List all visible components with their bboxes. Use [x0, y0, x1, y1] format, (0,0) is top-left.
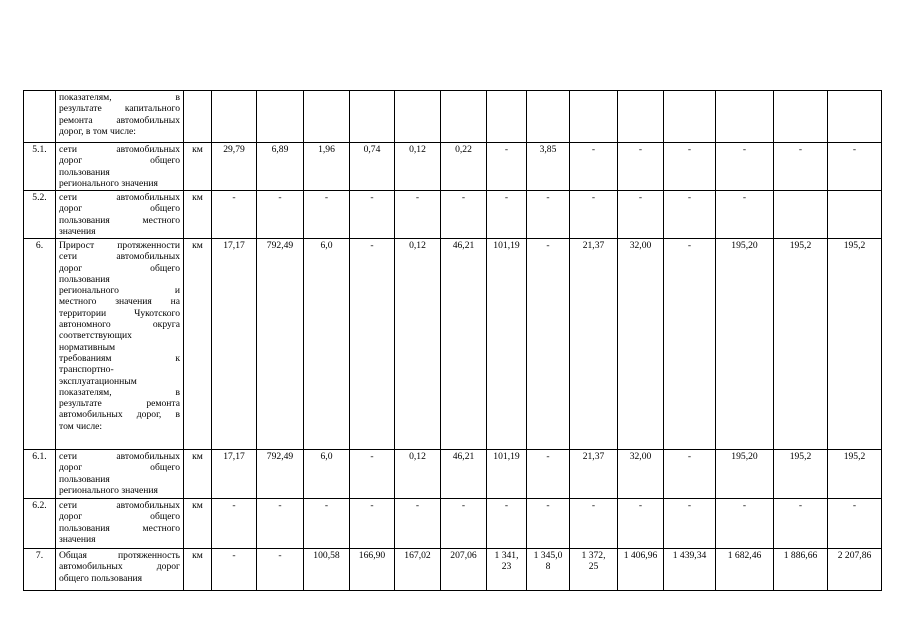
value-cell — [304, 91, 350, 143]
value-cell: 1 886,66 — [774, 549, 828, 591]
row-indicator-name — [56, 549, 184, 591]
indicator-name-line: том числе: — [59, 420, 103, 432]
indicator-name-line: ремонта автомобильных — [59, 114, 180, 126]
indicator-name-line: дорог общего — [59, 511, 180, 523]
indicator-name-line: нормативным — [59, 341, 116, 353]
indicator-name-line: дорог, в том числе: — [59, 125, 136, 137]
value-cell — [828, 91, 882, 143]
row-unit — [184, 91, 212, 143]
value-cell: - — [395, 499, 441, 549]
row-number: 5.1. — [24, 143, 56, 191]
value-cell: 2 207,86 — [828, 549, 882, 591]
row-unit: км — [184, 191, 212, 239]
table-row — [24, 191, 882, 239]
indicator-name-line: показателям, в — [59, 386, 180, 398]
value-cell: - — [212, 549, 257, 591]
indicator-name-line: сети автомобильных — [59, 500, 180, 511]
value-cell: 100,58 — [304, 549, 350, 591]
row-indicator-name — [56, 91, 184, 143]
indicator-name-line: автомобильных дорог — [59, 561, 180, 573]
value-cell — [618, 91, 664, 143]
value-cell: 101,19 — [487, 239, 527, 450]
row-unit: км — [184, 450, 212, 499]
value-cell: - — [570, 191, 618, 239]
indicator-name-line: сети автомобильных — [59, 451, 180, 462]
indicator-name-line: сети автомобильных — [59, 192, 180, 203]
row-number: 6. — [24, 239, 56, 450]
value-cell: 0,12 — [395, 239, 441, 450]
value-cell: - — [774, 143, 828, 191]
value-cell: - — [716, 191, 774, 239]
row-number: 6.2. — [24, 499, 56, 549]
value-cell — [527, 91, 570, 143]
indicator-name-line: результате капитального — [59, 103, 180, 115]
value-cell: 195,2 — [828, 450, 882, 499]
indicator-name-line: регионального и — [59, 285, 180, 297]
value-cell: 6,0 — [304, 450, 350, 499]
value-cell: - — [350, 499, 395, 549]
value-cell: - — [664, 499, 716, 549]
value-cell: - — [527, 191, 570, 239]
value-cell: 166,90 — [350, 549, 395, 591]
value-cell: 3,85 — [527, 143, 570, 191]
value-cell: - — [304, 191, 350, 239]
value-cell: - — [212, 191, 257, 239]
value-cell: 17,17 — [212, 450, 257, 499]
indicator-name-line: регионального значения — [59, 177, 158, 189]
table-row — [24, 143, 882, 191]
value-cell: - — [664, 239, 716, 450]
value-cell: - — [664, 143, 716, 191]
value-cell — [570, 91, 618, 143]
row-number — [24, 91, 56, 143]
row-indicator-name — [56, 143, 184, 191]
value-cell: - — [441, 191, 487, 239]
value-cell: 32,00 — [618, 239, 664, 450]
indicator-name-line: автономного округа — [59, 319, 180, 331]
value-cell — [212, 91, 257, 143]
value-cell: 21,37 — [570, 239, 618, 450]
indicator-name-line: пользования — [59, 473, 110, 485]
indicator-name-line: пользования — [59, 166, 110, 178]
indicator-name-line: показателям, в — [59, 92, 180, 103]
row-unit: км — [184, 499, 212, 549]
value-cell: - — [716, 499, 774, 549]
value-cell: - — [570, 499, 618, 549]
value-cell: 1 439,34 — [664, 549, 716, 591]
value-cell — [350, 91, 395, 143]
indicator-name-line: общего пользования — [59, 572, 143, 584]
value-cell: - — [350, 450, 395, 499]
value-cell: - — [664, 191, 716, 239]
indicator-name-line: значения — [59, 225, 96, 237]
value-cell: - — [527, 450, 570, 499]
value-cell: - — [664, 450, 716, 499]
value-cell: - — [487, 143, 527, 191]
value-cell: - — [304, 499, 350, 549]
indicator-name-line: эксплуатационным — [59, 375, 137, 387]
value-cell: - — [395, 191, 441, 239]
indicator-name-line: дорог общего — [59, 262, 180, 274]
value-cell — [441, 91, 487, 143]
row-number: 5.2. — [24, 191, 56, 239]
indicator-name-line: соответствующих — [59, 330, 132, 342]
row-indicator-name — [56, 499, 184, 549]
table-row — [24, 499, 882, 549]
value-cell: - — [716, 143, 774, 191]
indicator-name-line: пользования местного — [59, 522, 180, 534]
table-row — [24, 239, 882, 450]
value-cell: 6,0 — [304, 239, 350, 450]
row-unit: км — [184, 549, 212, 591]
value-cell: 46,21 — [441, 239, 487, 450]
indicator-name-line: Прирост протяженности — [59, 240, 180, 251]
table-row — [24, 91, 882, 143]
value-cell: 195,2 — [774, 239, 828, 450]
indicator-name-line: дорог общего — [59, 155, 180, 167]
indicator-name-line: дорог общего — [59, 203, 180, 215]
value-cell — [395, 91, 441, 143]
value-cell: 1 341, 23 — [487, 549, 527, 591]
indicator-name-line: пользования местного — [59, 214, 180, 226]
value-cell: - — [618, 143, 664, 191]
value-cell: - — [828, 499, 882, 549]
value-cell: 195,2 — [828, 239, 882, 450]
value-cell: 195,2 — [774, 450, 828, 499]
value-cell: 0,74 — [350, 143, 395, 191]
value-cell: 0,12 — [395, 450, 441, 499]
value-cell: - — [257, 191, 304, 239]
value-cell: 1 345,0 8 — [527, 549, 570, 591]
indicator-name-line: требованиям к — [59, 352, 180, 364]
value-cell: - — [570, 143, 618, 191]
value-cell: 6,89 — [257, 143, 304, 191]
row-number: 6.1. — [24, 450, 56, 499]
row-indicator-name — [56, 239, 184, 450]
row-unit: км — [184, 143, 212, 191]
value-cell: 792,49 — [257, 239, 304, 450]
indicator-name-line: дорог общего — [59, 462, 180, 474]
row-number: 7. — [24, 549, 56, 591]
value-cell: 46,21 — [441, 450, 487, 499]
value-cell: 1 682,46 — [716, 549, 774, 591]
value-cell: - — [828, 143, 882, 191]
value-cell: 207,06 — [441, 549, 487, 591]
value-cell: 0,22 — [441, 143, 487, 191]
value-cell: 101,19 — [487, 450, 527, 499]
table-row — [24, 549, 882, 591]
value-cell — [487, 91, 527, 143]
value-cell: 32,00 — [618, 450, 664, 499]
value-cell: 21,37 — [570, 450, 618, 499]
indicator-name-line: значения — [59, 533, 96, 545]
indicator-name-line: транспортно- — [59, 364, 114, 376]
table-body — [24, 91, 882, 591]
value-cell — [716, 91, 774, 143]
value-cell: - — [487, 499, 527, 549]
indicator-name-line: результате ремонта — [59, 398, 180, 410]
indicator-name-line: сети автомобильных — [59, 251, 180, 263]
value-cell: 17,17 — [212, 239, 257, 450]
value-cell: - — [257, 549, 304, 591]
indicator-name-line: пользования — [59, 273, 110, 285]
value-cell: 1 406,96 — [618, 549, 664, 591]
value-cell: - — [487, 191, 527, 239]
value-cell — [664, 91, 716, 143]
value-cell: - — [257, 499, 304, 549]
value-cell: - — [618, 499, 664, 549]
indicator-name-line: местного значения на — [59, 296, 180, 308]
value-cell: 1 372, 25 — [570, 549, 618, 591]
value-cell — [774, 91, 828, 143]
value-cell: - — [212, 499, 257, 549]
value-cell — [828, 191, 882, 239]
value-cell: - — [350, 239, 395, 450]
value-cell — [257, 91, 304, 143]
value-cell: 0,12 — [395, 143, 441, 191]
value-cell: - — [774, 499, 828, 549]
value-cell: - — [618, 191, 664, 239]
value-cell: 29,79 — [212, 143, 257, 191]
indicator-name-line: Общая протяженность — [59, 550, 180, 561]
indicator-name-line: регионального значения — [59, 484, 158, 496]
indicators-table — [23, 90, 882, 591]
value-cell: - — [527, 499, 570, 549]
value-cell: - — [350, 191, 395, 239]
value-cell: 167,02 — [395, 549, 441, 591]
row-unit: км — [184, 239, 212, 450]
indicator-name-line: автомобильных дорог, в — [59, 409, 180, 421]
value-cell: - — [441, 499, 487, 549]
row-indicator-name — [56, 191, 184, 239]
value-cell: - — [527, 239, 570, 450]
value-cell — [774, 191, 828, 239]
value-cell: 1,96 — [304, 143, 350, 191]
value-cell: 792,49 — [257, 450, 304, 499]
row-indicator-name — [56, 450, 184, 499]
value-cell: 195,20 — [716, 239, 774, 450]
indicator-name-line: сети автомобильных — [59, 144, 180, 155]
table-row — [24, 450, 882, 499]
indicator-name-line: территории Чукотского — [59, 307, 180, 319]
value-cell: 195,20 — [716, 450, 774, 499]
